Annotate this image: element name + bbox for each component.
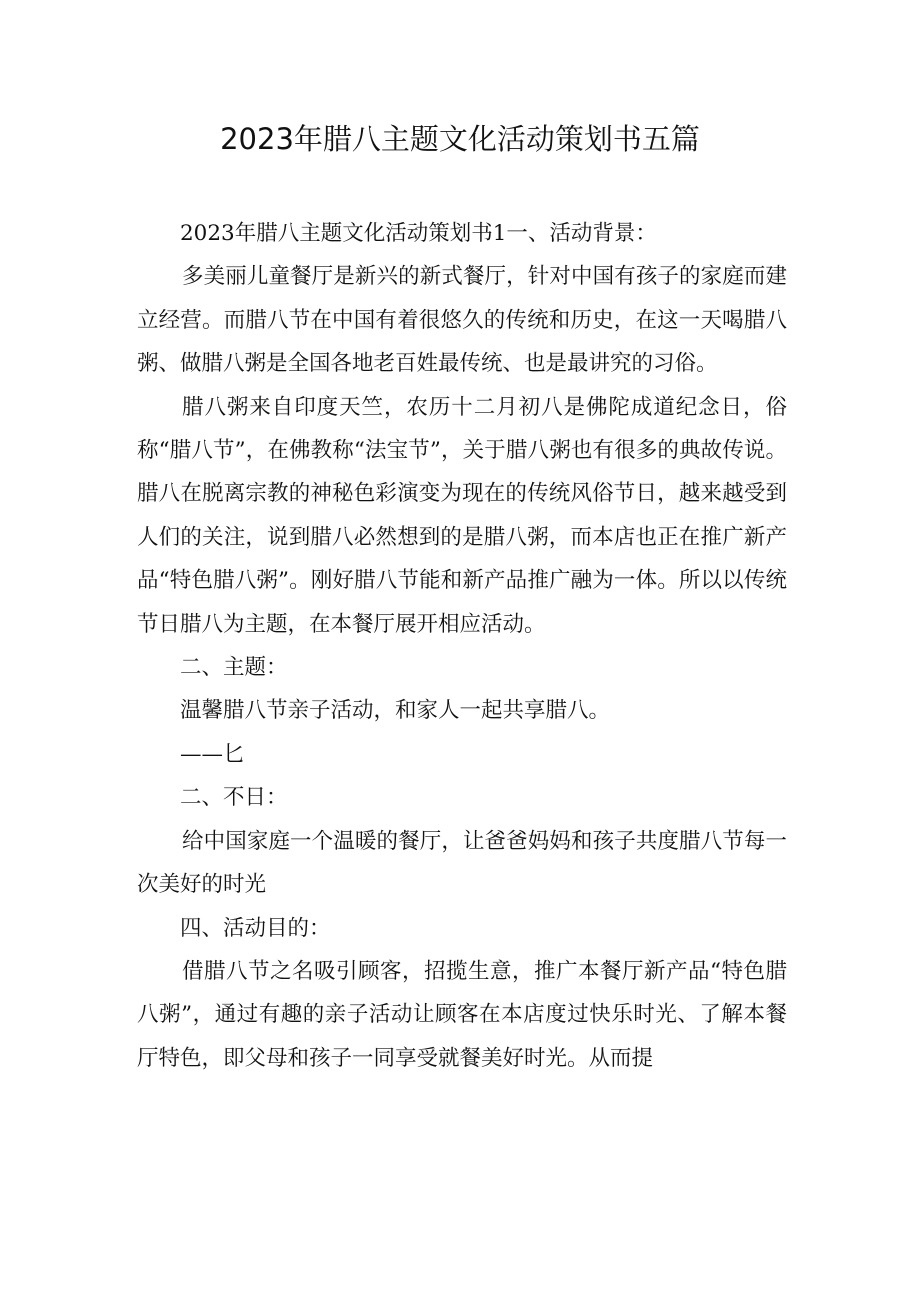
paragraph-theme: 温馨腊八节亲子活动，和家人一起共享腊八。 [180, 698, 611, 724]
section-heading-three: 二、不日： [180, 785, 288, 811]
paragraph-background-2: 腊八粥来自印度天竺，农历十二月初八是佛陀成道纪念日，俗称“腊八节”，在佛教称“法宝节”，关于腊八粥也有很多的典故传说。腊八在脱离宗教的神秘色彩演变为现在的传统风俗节日，越来越受到人们的关注，说到腊八必然想到的是腊八粥，而本店也正在推广新产品“特色腊八粥”。刚好腊八节能和新产品推广融为一体。所以以传统节日腊八为主题，在本餐厅展开相应活动。 [137, 394, 787, 637]
paragraph-purpose-statement: 给中国家庭一个温暖的餐厅，让爸爸妈妈和孩子共度腊八节每一次美好的时光 [137, 828, 787, 898]
document-body [137, 212, 787, 1080]
paragraph-intro-heading: 2023年腊八主题文化活动策划书1一、活动背景： [180, 221, 657, 246]
section-heading-goals: 四、活动目的： [180, 915, 331, 941]
document-title: 2023年腊八主题文化活动策划书五篇 [220, 122, 700, 156]
paragraph-artifact: ——匕 [180, 741, 245, 767]
section-heading-theme: 二、主题： [180, 655, 288, 681]
paragraph-background-1: 多美丽儿童餐厅是新兴的新式餐厅，针对中国有孩子的家庭而建立经营。而腊八节在中国有着很悠久的传统和历史，在这一天喝腊八粥、做腊八粥是全国各地老百姓最传统、也是最讲究的习俗。 [137, 264, 787, 377]
paragraph-goals: 借腊八节之名吸引顾客，招揽生意，推广本餐厅新产品“特色腊八粥”，通过有趣的亲子活动让顾客在本店度过快乐时光、了解本餐厅特色，即父母和孩子一同享受就餐美好时光。从而提 [137, 958, 787, 1071]
